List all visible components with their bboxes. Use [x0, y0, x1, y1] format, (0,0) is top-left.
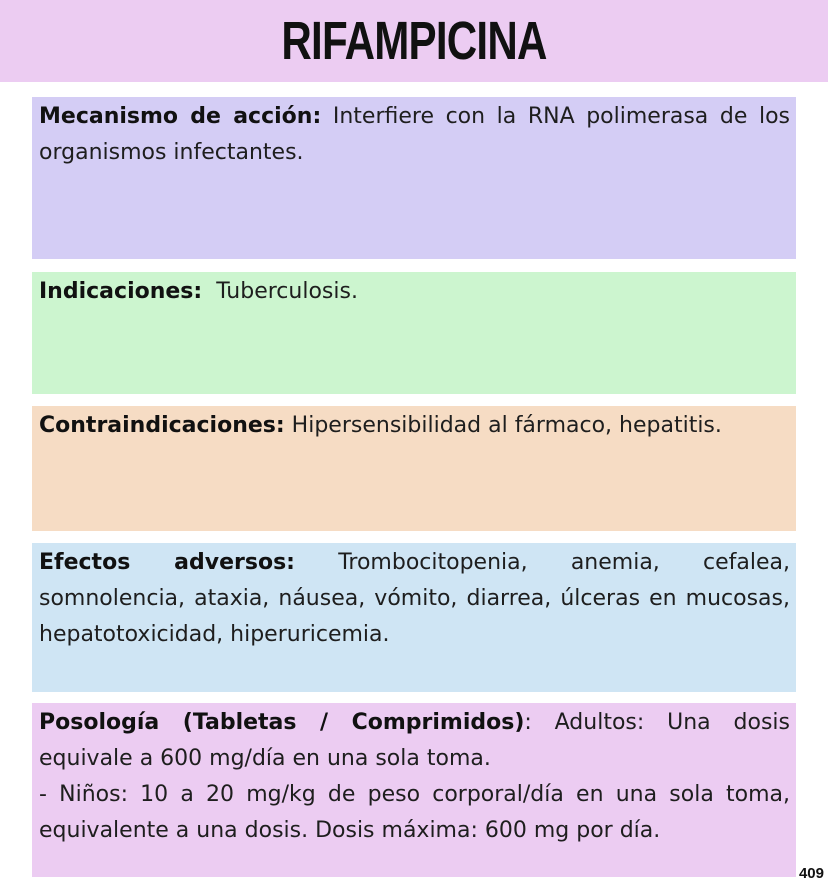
- posologia-text: : Adultos: Una dosis equivale a 600 mg/día en una sola toma.: [39, 710, 790, 771]
- mecanismo-label: Mecanismo de acción:: [39, 104, 322, 129]
- efectos-label: Efectos adversos:: [39, 550, 295, 575]
- posologia-line-adultos: [39, 705, 790, 777]
- contraindicaciones-text: Hipersensibilidad al fármaco, hepatitis.: [284, 413, 722, 438]
- page-number: 409: [798, 865, 824, 882]
- posologia-ninos-text: - Niños: 10 a 20 mg/kg de peso corporal/día en una sola toma, equivalente a una dosis. Dosis máxima: 600 mg por día.: [39, 782, 790, 843]
- section-mecanismo: [32, 97, 796, 259]
- posologia-label: Posología (Tabletas / Comprimidos): [39, 710, 525, 735]
- mecanismo-text: Interfiere con la RNA polimerasa de los organismos infectantes.: [39, 104, 790, 165]
- indicaciones-label: Indicaciones:: [39, 279, 203, 304]
- section-efectos-adversos: [32, 543, 796, 692]
- section-indicaciones: [32, 272, 796, 394]
- indicaciones-text: Tuberculosis.: [202, 279, 358, 304]
- title-banner: [0, 0, 828, 82]
- page-title: RIFAMPICINA: [281, 11, 547, 71]
- contraindicaciones-label: Contraindicaciones:: [39, 413, 285, 438]
- efectos-text: Trombocitopenia, anemia, cefalea, somnolencia, ataxia, náusea, vómito, diarrea, úlceras en mucosas, hepatotoxicidad, hiperuricemia.: [39, 550, 790, 647]
- section-posologia: [32, 703, 796, 877]
- section-contraindicaciones: [32, 406, 796, 531]
